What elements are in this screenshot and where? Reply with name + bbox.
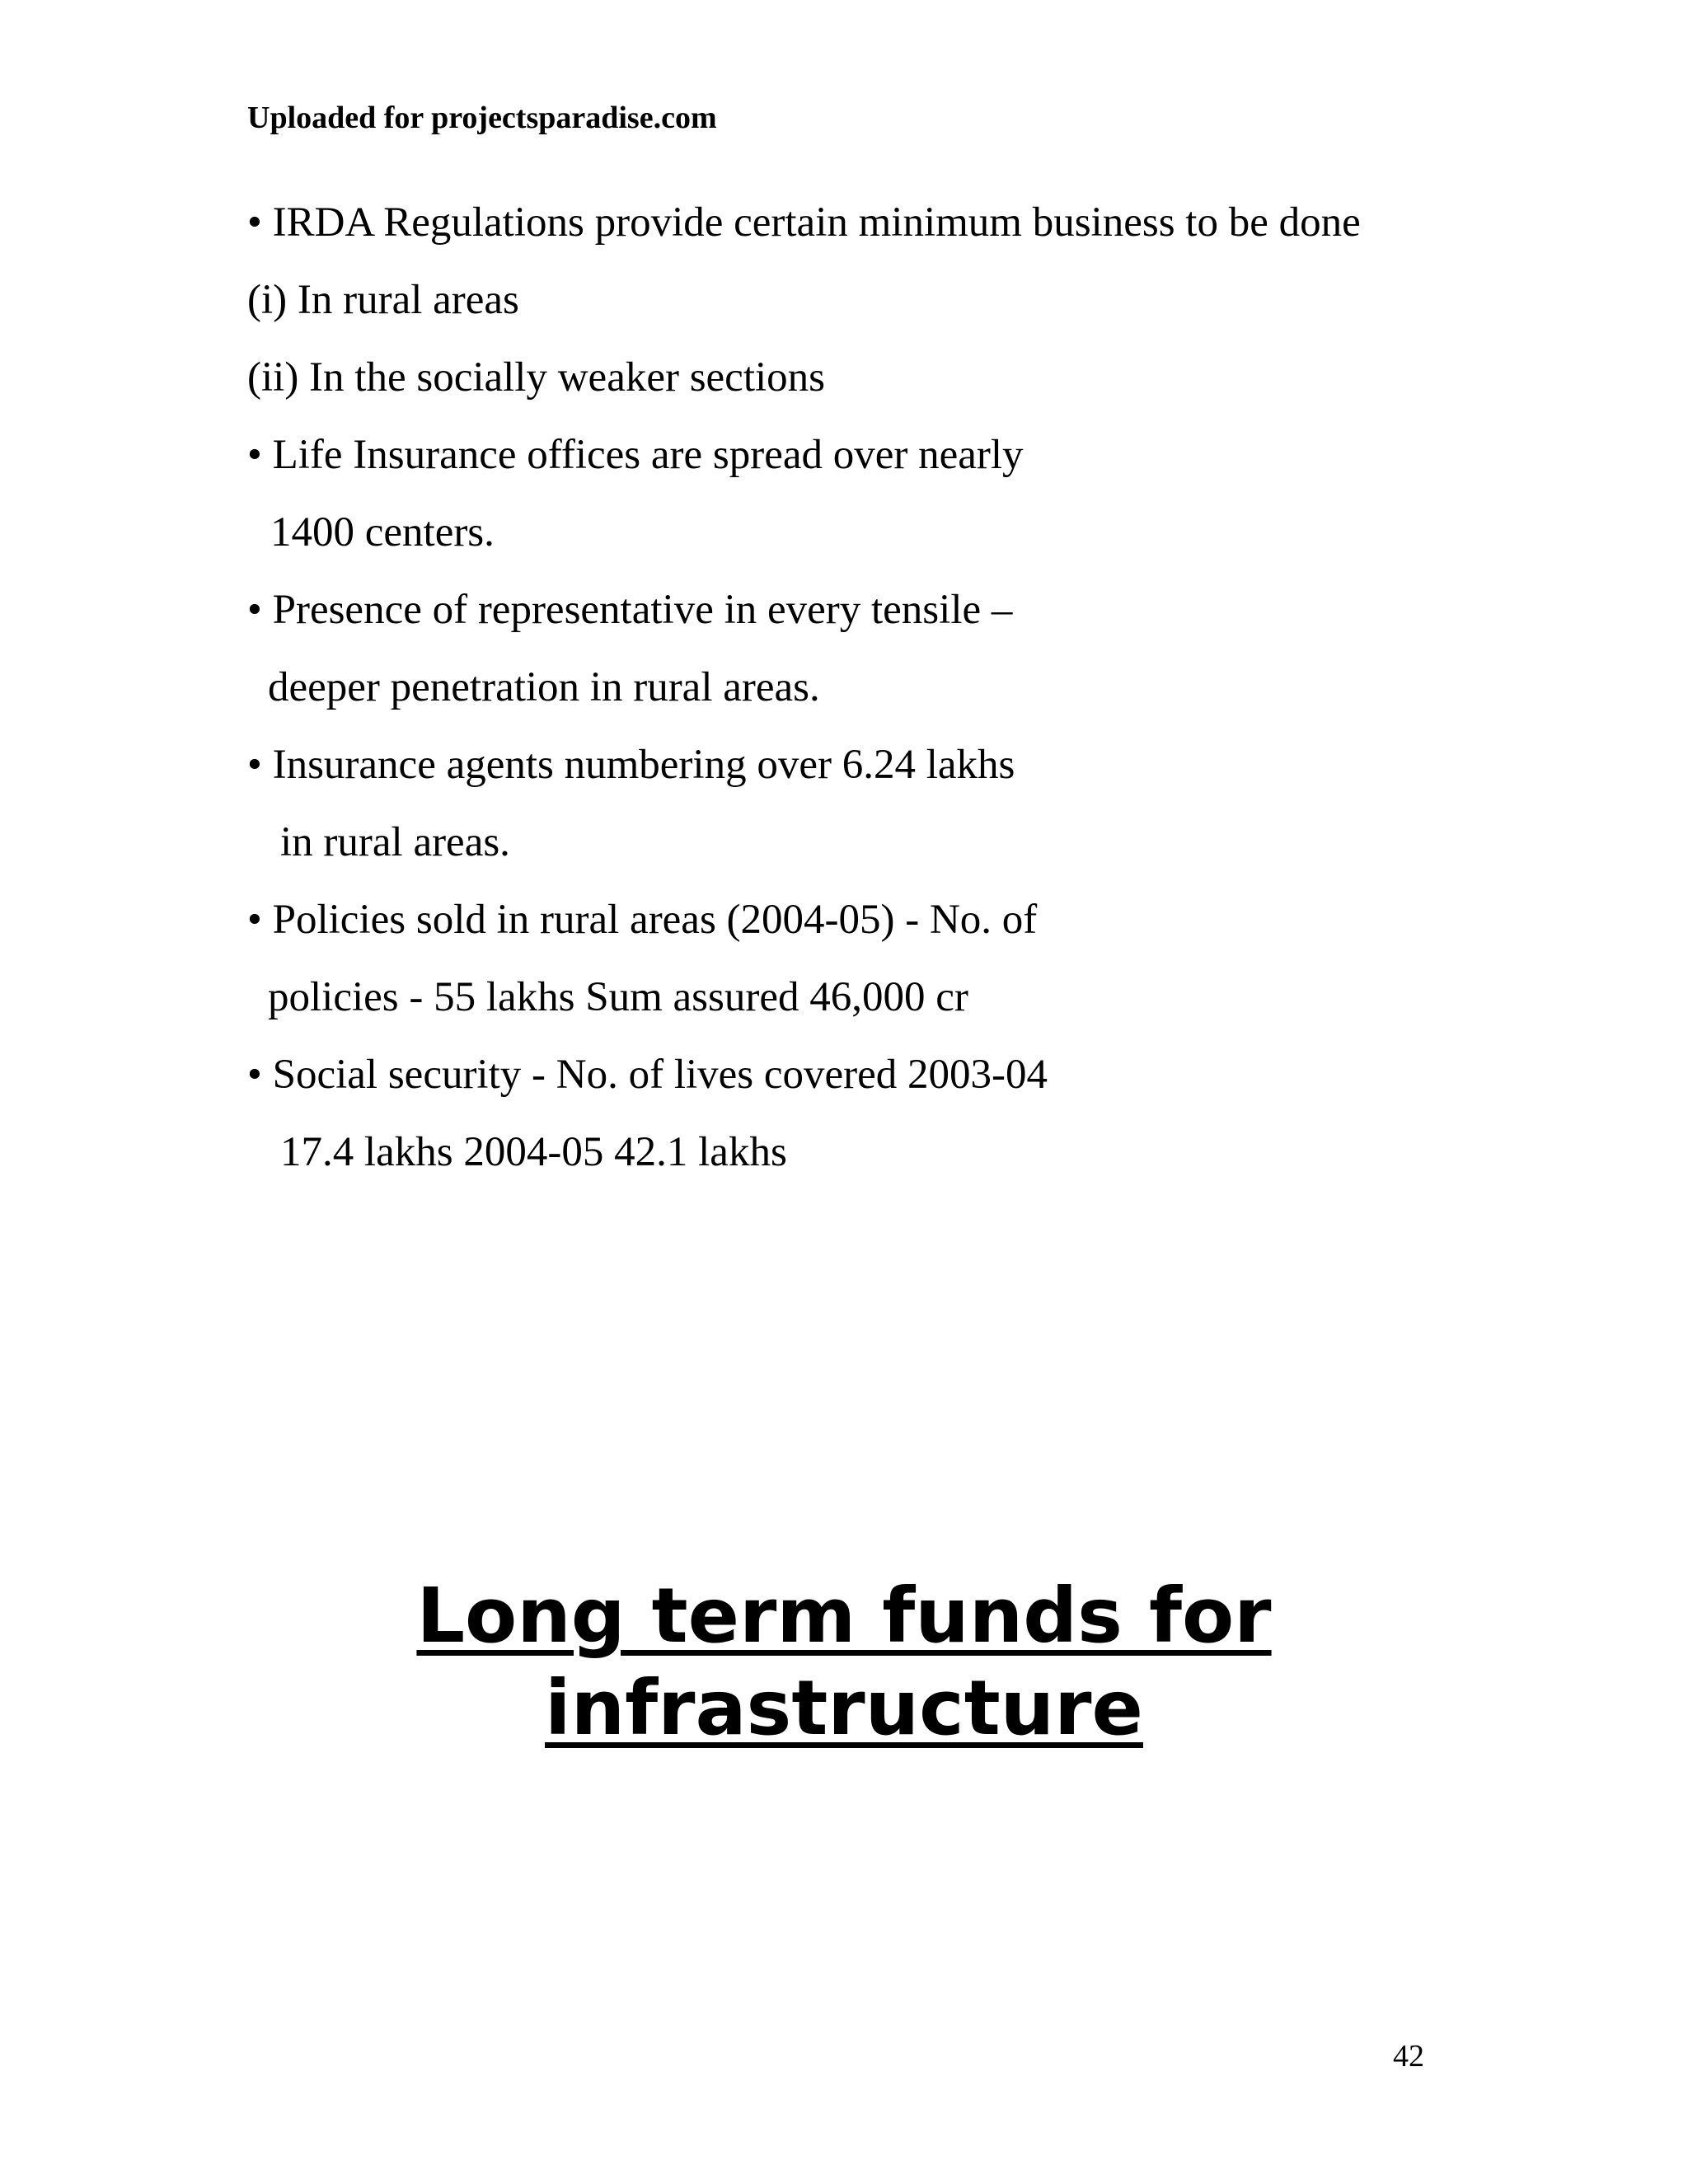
continuation-line-lives-covered: 17.4 lakhs 2004-05 42.1 lakhs — [280, 1129, 787, 1175]
bullet-line-insurance-agents: • Insurance agents numbering over 6.24 lakhs — [247, 742, 1015, 788]
bullet-line-social-security: • Social security - No. of lives covered 2003-04 — [247, 1052, 1048, 1098]
continuation-line-penetration: deeper penetration in rural areas. — [268, 664, 820, 710]
bullet-line-policies-sold: • Policies sold in rural areas (2004-05) - No. of — [247, 897, 1038, 943]
sub-line-weaker-sections: (ii) In the socially weaker sections — [247, 354, 826, 401]
section-heading — [0, 1570, 1688, 1755]
sub-line-rural-areas: (i) In rural areas — [247, 277, 519, 323]
continuation-line-policies-sum: policies - 55 lakhs Sum assured 46,000 cr — [268, 974, 968, 1020]
section-heading-line-1: Long term funds for — [416, 1572, 1272, 1660]
continuation-line-centers: 1400 centers. — [270, 509, 495, 555]
page-number: 42 — [1393, 2039, 1424, 2074]
upload-note: Uploaded for projectsparadise.com — [247, 101, 717, 135]
continuation-line-agents-rural: in rural areas. — [280, 819, 510, 865]
bullet-line-presence-representative: • Presence of representative in every tensile – — [247, 587, 1013, 633]
bullet-line-irda-regulations: • IRDA Regulations provide certain minimum business to be done — [247, 199, 1361, 246]
bullet-line-life-insurance-offices: • Life Insurance offices are spread over nearly — [247, 432, 1024, 478]
section-heading-line-2: infrastructure — [545, 1664, 1143, 1752]
